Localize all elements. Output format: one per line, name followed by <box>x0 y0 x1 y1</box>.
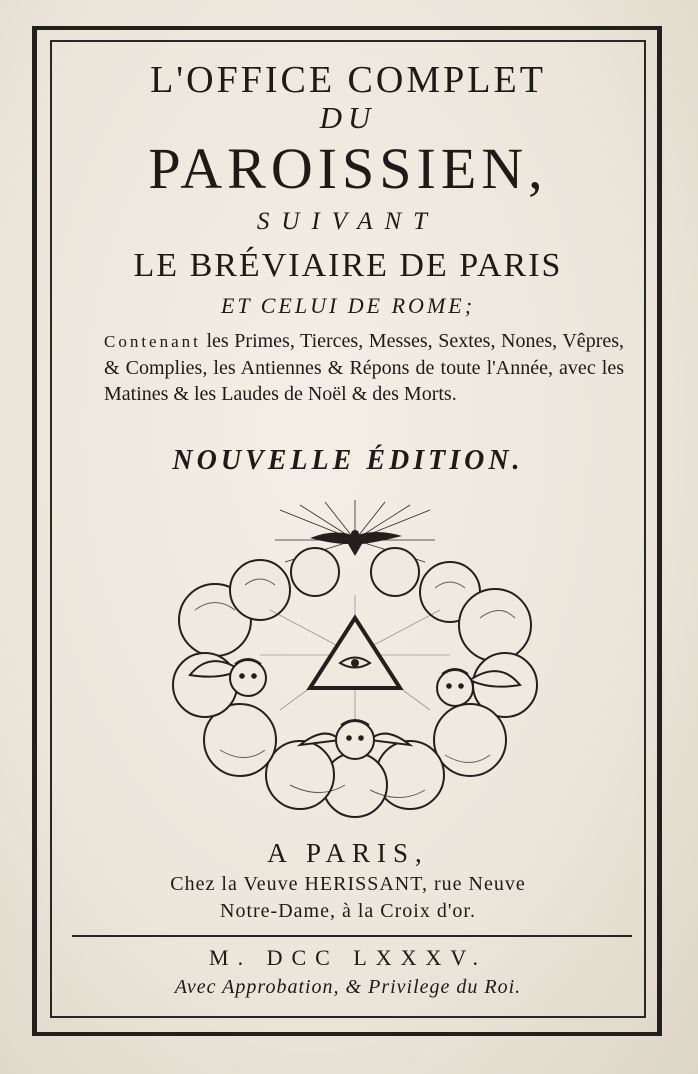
eye-triangle-icon <box>310 618 400 688</box>
approbation-line: Avec Approbation, & Privilege du Roi. <box>174 976 522 998</box>
divider-rule <box>72 935 632 937</box>
main-title: PAROISSIEN, <box>148 136 548 201</box>
publisher-line-1: Chez la Veuve HERISSANT, rue Neuve <box>170 873 526 895</box>
contents-text: les Primes, Tierces, Messes, Sextes, Nones, Vêpres, & Complies, les Antiennes & Répons de toute l'Année, avec les Matines & les Laudes de Noël & des Morts. <box>104 330 625 405</box>
date-line: M. DCC LXXXV. <box>209 945 487 970</box>
publisher-line-2: Notre-Dame, à la Croix d'or. <box>220 900 476 922</box>
city-line: A PARIS, <box>267 838 429 868</box>
title-line-6: ET CELUI DE ROME; <box>220 293 476 318</box>
title-line-5: LE BRÉVIAIRE DE PARIS <box>133 247 563 284</box>
title-line-1: L'OFFICE COMPLET <box>150 59 546 101</box>
contents-lead: Contenant <box>104 332 201 351</box>
contents-paragraph <box>104 328 624 407</box>
title-line-2: DU <box>319 100 377 135</box>
edition-line: NOUVELLE ÉDITION. <box>172 445 524 476</box>
title-line-4: SUIVANT <box>256 208 440 235</box>
engraved-vignette <box>150 500 560 830</box>
